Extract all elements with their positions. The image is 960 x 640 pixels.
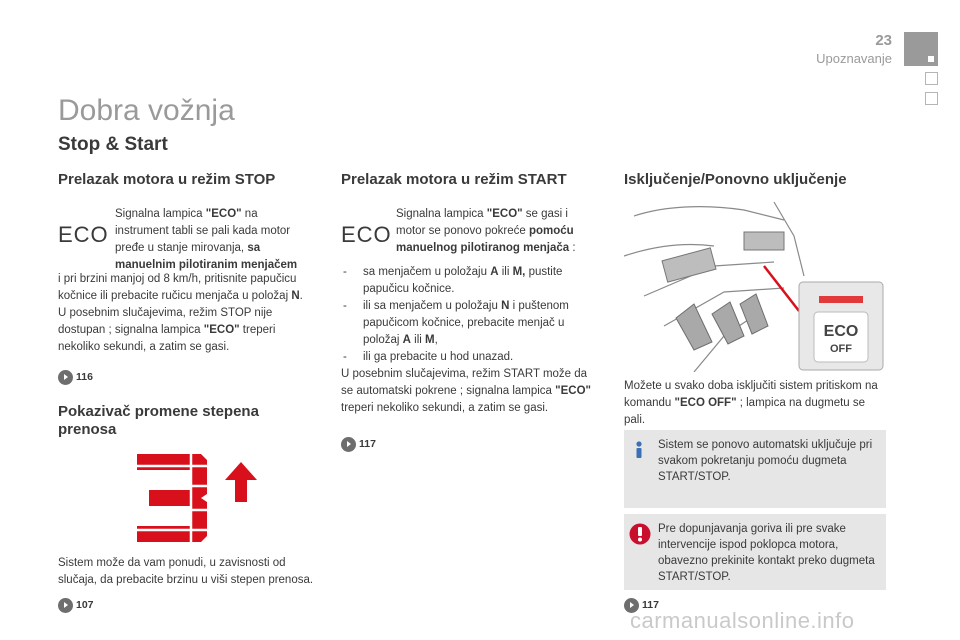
page-number: 23 [875,32,892,49]
page-title: Dobra vožnja [58,94,235,127]
section-tab-active[interactable] [904,32,938,66]
page-reference-link[interactable] [341,436,376,452]
page-reference-number: 116 [76,371,93,383]
section-name: Upoznavanje [816,51,892,66]
warning-icon [629,523,651,545]
arrow-icon [341,437,356,452]
off-button-label: OFF [830,343,852,355]
col3-heading: Isključenje/Ponovno uključenje [624,171,847,188]
section-tab[interactable] [925,92,938,105]
col1-heading: Prelazak motora u režim STOP [58,171,276,188]
list-item: - ili ga prebacite u hod unazad. [341,349,596,366]
col1-paragraph: i pri brzini manjoj od 8 km/h, pritisnite papučicu kočnice ili prebacite ručicu menjača u položaj N. U posebnim slučajevima, režim STOP nije dostupan ; signalna lampica "ECO" treperi nekoliko sekundi, a zatim se gasi. [58,273,303,353]
arrow-icon [58,598,73,613]
col2-paragraph: U posebnim slučajevima, režim START može da se automatski pokrene ; signalna lampica "ECO" treperi nekoliko sekundi, a zatim se gasi. [341,368,591,414]
watermark-text: carmanualsonline.info [630,608,855,633]
col2-paragraph: Signalna lampica "ECO" se gasi i motor se ponovo pokreće pomoću manuelnog pilotiranog menjača : [396,208,576,254]
col2-list [341,264,596,417]
list-item: - ili sa menjačem u položaju N i puštenom papučicom kočnice, prebacite menjač u položaj A ili M, [341,298,596,349]
list-item: - sa menjačem u položaju A ili M, pustite papučicu kočnice. [341,264,596,298]
eco-lamp-icon: ECO [58,222,109,247]
eco-lamp-icon: ECO [341,222,392,247]
page-reference-number: 117 [359,438,376,450]
col3-paragraph: Možete u svako doba isključiti sistem pritiskom na komandu "ECO OFF" ; lampica na dugmetu se pali. [624,380,878,426]
page-reference-number: 107 [76,599,94,611]
gear-shift-indicator-icon [135,452,265,544]
col1-heading-2: Pokazivač promene stepena prenosa [58,403,259,438]
section-tab[interactable] [925,72,938,85]
warning-note-text: Pre dopunjavanja goriva ili pre svake intervencije ispod poklopca motora, obavezno prekinite kontakt preko dugmeta START/STOP. [658,523,875,583]
gear-indicator-text: Sistem može da vam ponudi, u zavisnosti od slučaja, da prebacite brzinu u viši stepen prenosa. [58,557,314,586]
col1-paragraph: Signalna lampica "ECO" na instrument tabli se pali kada motor pređe u stanje mirovanja, sa manuelnim pilotiranim menjačem [115,208,298,271]
col2-heading: Prelazak motora u režim START [341,171,567,188]
dashboard-button-illustration [624,196,884,372]
page-reference-link[interactable] [58,597,94,613]
arrow-icon [58,370,73,385]
eco-button-label: ECO [823,323,859,340]
page-reference-number: 117 [642,599,659,611]
section-subtitle: Stop & Start [58,134,168,155]
page-reference-link[interactable] [58,369,93,385]
info-icon [631,441,647,459]
info-note-text: Sistem se ponovo automatski uključuje pri svakom pokretanju pomoću dugmeta START/STOP. [658,439,873,483]
